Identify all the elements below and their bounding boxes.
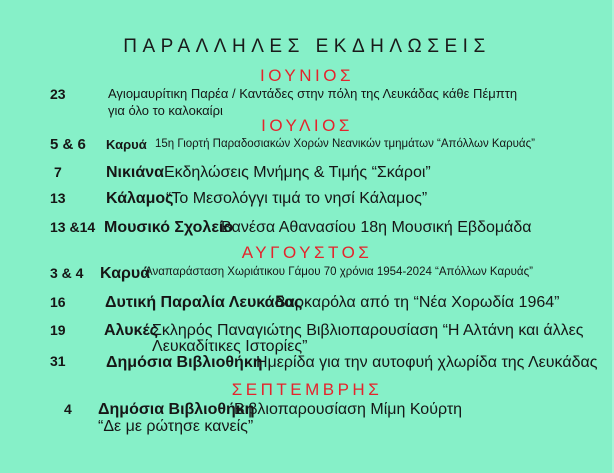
event-description: Βιβλιοπαρουσίαση Μίμη Κούρτη [234,401,463,418]
event-place: Αλυκές [104,322,158,339]
event-description: Σκληρός Παναγιώτης Βιβλιοπαρουσίαση “Η Αλτάνη και άλλες [152,322,584,339]
event-date: 4 [64,401,72,417]
event-place: Καρυά [100,265,151,282]
event-date: 19 [50,322,66,338]
event-date: 16 [50,294,66,310]
month-heading-august: ΑΥΓΟΥΣΤΟΣ [241,243,373,262]
month-heading-september: ΣΕΠΤΕΜΒΡΗΣ [231,380,383,399]
page-title: ΠΑΡΑΛΛΗΛΕΣ ΕΚΔΗΛΩΣΕΙΣ [123,36,491,57]
event-date: 3 & 4 [50,265,84,281]
event-description: 15η Γιορτή Παραδοσιακών Χορών Νεανικών τμημάτων “Απόλλων Καρυάς” [155,138,535,150]
event-place: Δυτική Παραλία Λευκάδας [105,294,303,311]
event-description: Βανέσα Αθανασίου 18η Μουσική Εβδομάδα [221,219,532,236]
event-date: 7 [54,164,62,180]
event-description: Αναπαράσταση Χωριάτικου Γάμου 70 χρόνια 1954-2024 “Απόλλων Καρυάς” [145,266,533,278]
event-description-cont: για όλο το καλοκαίρι [108,103,223,118]
event-date: 13 &14 [50,219,96,235]
event-description: Αγιομαυρίτικη Παρέα / Καντάδες στην πόλη της Λευκάδας κάθε Πέμπτη [108,86,518,101]
event-description: Βαρκαρόλα από τη “Νέα Χορωδία 1964” [275,294,560,311]
event-place: Καρυά [106,137,147,152]
event-place: Κάλαμος [106,190,174,207]
event-description: Εκδηλώσεις Μνήμης & Τιμής “Σκάροι” [164,164,431,181]
event-description-cont: “Δε με ρώτησε κανείς” [98,418,254,435]
event-description: Ημερίδα για την αυτοφυή χλωρίδα της Λευκάδας [256,354,598,371]
event-date: 5 & 6 [50,136,86,153]
event-description: “Το Μεσολόγγι τιμά το νησί Κάλαμος” [166,190,428,207]
event-place: Μουσικό Σχολείο [104,219,234,236]
event-place: Δημόσια Βιβλιοθήκη [98,401,255,418]
event-description-cont: Λευκαδίτικες Ιστορίες” [152,338,308,355]
event-date: 31 [50,353,66,369]
event-place: Νικιάνα [106,164,164,181]
event-place: Δημόσια Βιβλιοθήκη [106,354,263,371]
event-date: 23 [50,86,66,102]
month-heading-july: ΙΟΥΛΙΟΣ [261,116,353,135]
event-date: 13 [50,190,66,206]
month-heading-june: ΙΟΥΝΙΟΣ [260,66,354,85]
